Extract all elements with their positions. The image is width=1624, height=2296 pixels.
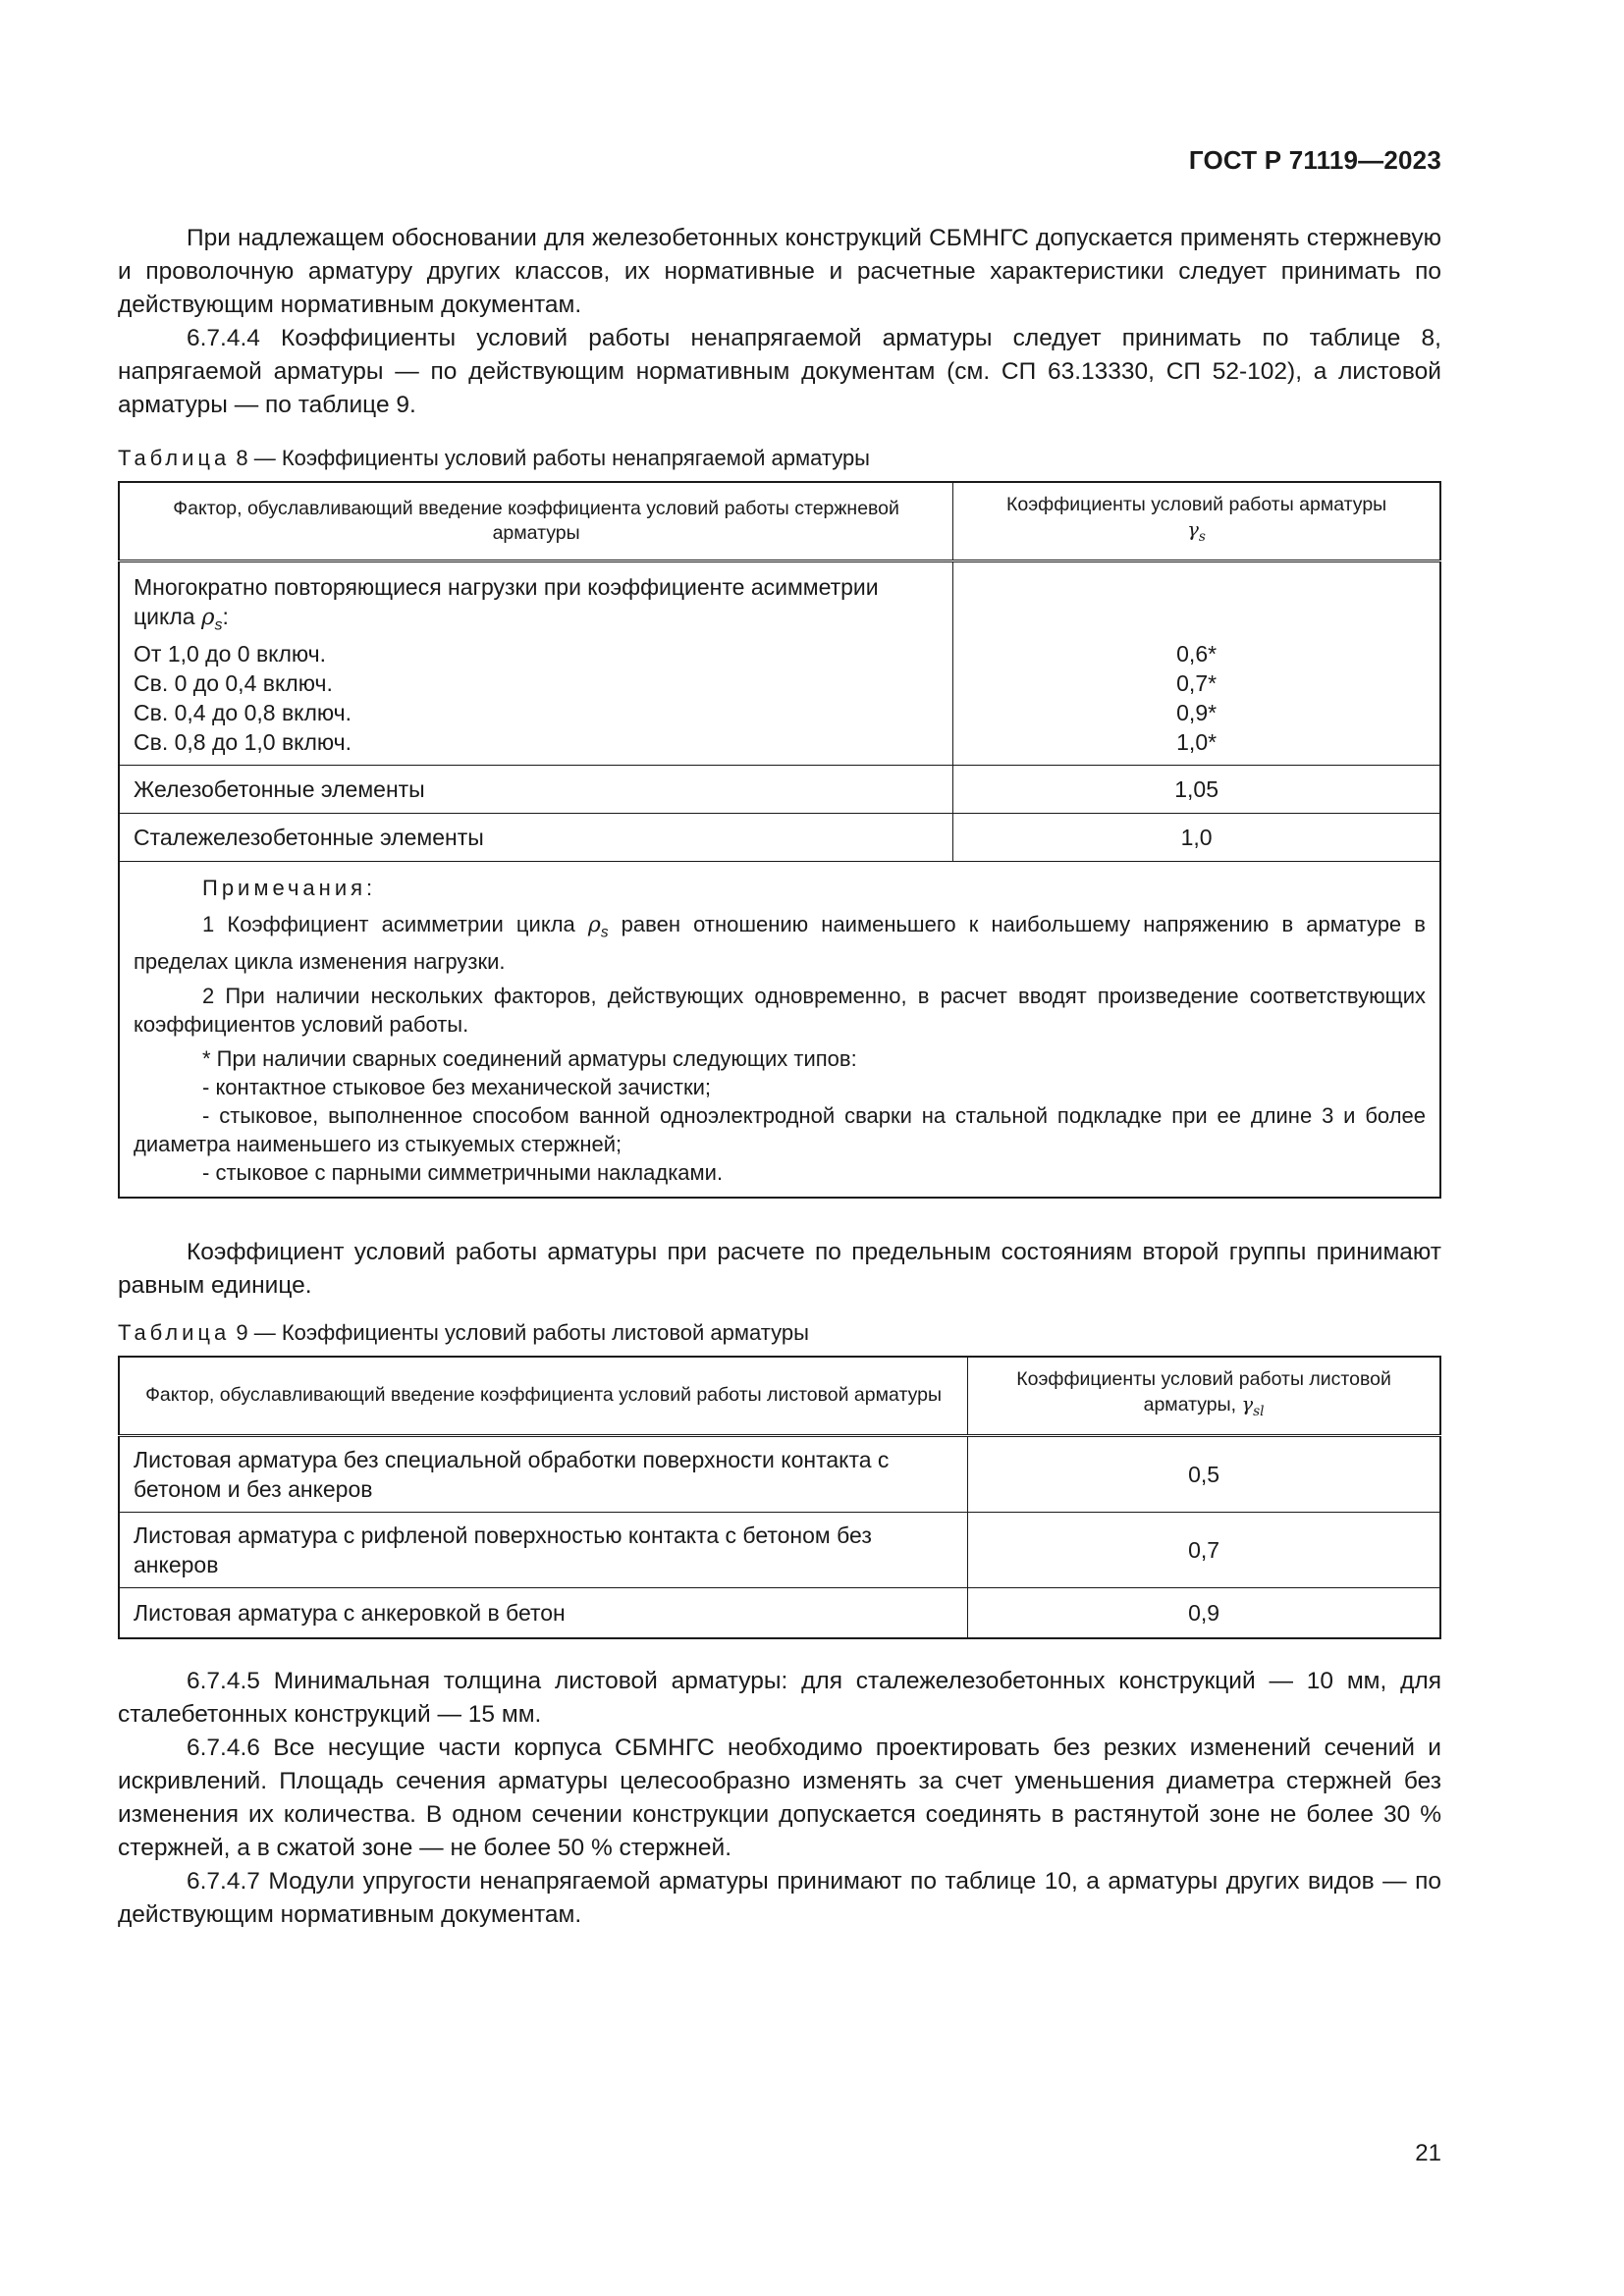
table9-caption-word: Таблица [118, 1319, 231, 1345]
table9-row: Листовая арматура с рифленой поверхностью контакта с бетоном без анкеров 0,7 [119, 1512, 1440, 1587]
page-content [118, 222, 1441, 1932]
table8-notes [119, 862, 1440, 1198]
table8-caption [118, 444, 1441, 473]
table8-notes-row [119, 862, 1440, 1198]
note-1: 1 Коэффициент асимметрии цикла $\rho_s$ равен отношению наименьшего к наибольшему напряжению в арматуре в пределах цикла изменения нагрузки. [134, 912, 1426, 974]
gamma-sl-symbol: $\gamma_{sl}$ [1241, 1392, 1265, 1419]
table-9 [118, 1356, 1441, 1639]
table8-cyclic-label: Многократно повторяющиеся нагрузки при коэффициенте асимметрии цикла $\rho_s$: От 1,0 до 0 включ. Св. 0 до 0,4 включ. Св. 0,4 до 0,8 включ. Св. 0,8 до 1,0 включ. [119, 561, 953, 766]
page-number: 21 [1415, 2140, 1441, 2166]
table9-header-factor: Фактор, обуславливающий введение коэффициента условий работы листовой арматуры [119, 1357, 968, 1435]
paragraph-6-7-4-6: 6.7.4.6 Все несущие части корпуса СБМНГС необходимо проектировать без резких изменений сечений и искривлений. Площадь сечения арматуры целесообразно изменять за счет уменьшения диаметра стержней без изменения их количества. В одном сечении конструкции допускается соединять в растянутой зоне не более 30 % стержней, а в сжатой зоне — не более 50 % стержней. [118, 1734, 1441, 1861]
table8-header-factor: Фактор, обуславливающий введение коэффициента условий работы стержневой арматуры [119, 482, 953, 561]
table8-row-reinforced-concrete: Железобетонные элементы 1,05 [119, 766, 1440, 814]
note-3-item: - стыковое с парными симметричными накладками. [202, 1159, 724, 1185]
table9-header-row [119, 1357, 1440, 1435]
document-code: ГОСТ Р 71119—2023 [1188, 145, 1441, 175]
note-3: * При наличии сварных соединений арматуры следующих типов: [202, 1045, 857, 1071]
paragraph-second-group: Коэффициент условий работы арматуры при расчете по предельным состояниям второй группы принимают равным единице. [118, 1238, 1441, 1299]
gamma-s-symbol: $\gamma_s$ [1187, 518, 1206, 545]
note-3-item: - контактное стыковое без механической зачистки; [202, 1074, 711, 1099]
table8-caption-text: 8 — Коэффициенты условий работы ненапрягаемой арматуры [236, 446, 870, 470]
table9-row: Листовая арматура с анкеровкой в бетон 0,9 [119, 1587, 1440, 1638]
table8-header-coefficient: Коэффициенты условий работы арматуры $\gamma_s$ [953, 482, 1440, 561]
table8-row-steel-reinforced-concrete: Сталежелезобетонные элементы 1,0 [119, 814, 1440, 862]
table9-header-coefficient: Коэффициенты условий работы листовой арматуры, $\gamma_{sl}$ [968, 1357, 1440, 1435]
table-8 [118, 481, 1441, 1199]
paragraph-6-7-4-7: 6.7.4.7 Модули упругости ненапрягаемой арматуры принимают по таблице 10, а арматуры других видов — по действующим нормативным документам. [118, 1867, 1441, 1928]
table8-cyclic-values: 0,6* 0,7* 0,9* 1,0* [953, 561, 1440, 766]
note-2: 2 При наличии нескольких факторов, действующих одновременно, в расчет вводят произведение соответствующих коэффициентов условий работы. [134, 983, 1426, 1037]
notes-title: Примечания: [202, 876, 377, 901]
note-3-item: - стыковое, выполненное способом ванной одноэлектродной сварки на стальной подкладке при ее длине 3 и более диаметра наименьшего из стыкуемых стержней; [134, 1102, 1426, 1156]
table9-caption-text: 9 — Коэффициенты условий работы листовой арматуры [236, 1319, 809, 1345]
paragraph-6-7-4-4: 6.7.4.4 Коэффициенты условий работы ненапрягаемой арматуры следует принимать по таблице 8, напрягаемой арматуры — по действующим нормативным документам (см. СП 63.13330, СП 52-102), а листовой арматуры — по таблице 9. [118, 325, 1441, 418]
table9-row: Листовая арматура без специальной обработки поверхности контакта с бетоном и без анкеров 0,5 [119, 1435, 1440, 1512]
table8-row-cyclic-loads [119, 561, 1440, 766]
paragraph-6-7-4-5: 6.7.4.5 Минимальная толщина листовой арматуры: для сталежелезобетонных конструкций — 10 мм, для сталебетонных конструкций — 15 мм. [118, 1667, 1441, 1728]
paragraph-rebar-classes: При надлежащем обосновании для железобетонных конструкций СБМНГС допускается применять стержневую и проволочную арматуру других классов, их нормативные и расчетные характеристики следует принимать по действующим нормативным документам. [118, 225, 1441, 318]
table9-caption [118, 1318, 1441, 1348]
table8-header-row [119, 482, 1440, 561]
table8-caption-word: Таблица [118, 446, 231, 470]
